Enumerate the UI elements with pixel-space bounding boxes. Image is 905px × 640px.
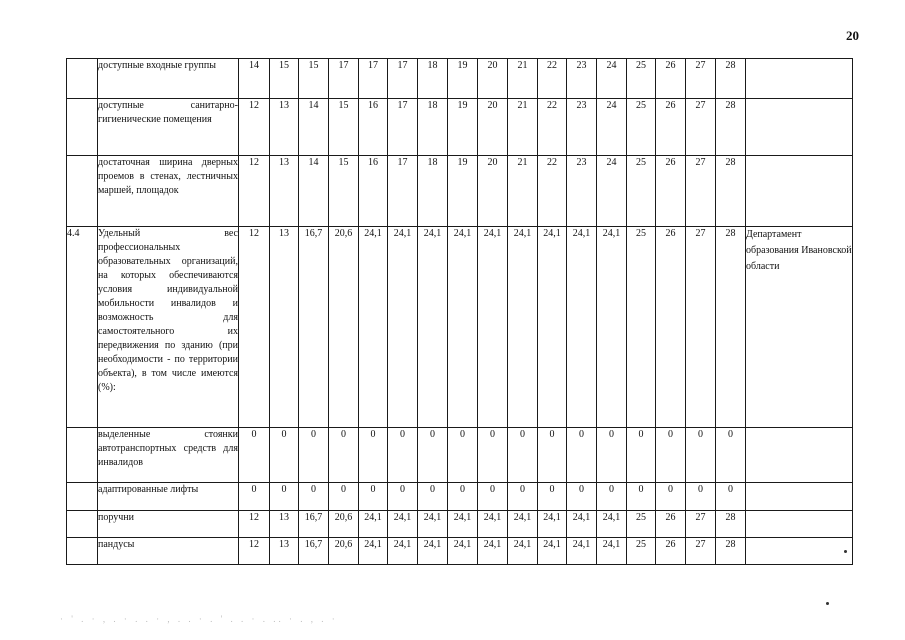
year-value: 15 bbox=[270, 59, 299, 99]
year-value: 28 bbox=[716, 538, 746, 565]
year-value: 14 bbox=[299, 99, 329, 156]
year-value: 12 bbox=[239, 538, 270, 565]
year-value: 24,1 bbox=[418, 538, 448, 565]
year-value: 28 bbox=[716, 227, 746, 428]
indicator-label: Удельный вес профессиональных образовательных организаций, на которых обеспечиваются условия индивидуальной мобильности инвалидов и возможность для самостоятельного их передвижения по зданию (при необходимости - по территории объекта), в том числе имеются (%): bbox=[98, 227, 239, 428]
year-value: 26 bbox=[656, 511, 686, 538]
year-value: 16,7 bbox=[299, 511, 329, 538]
year-value: 0 bbox=[597, 428, 627, 483]
year-value: 21 bbox=[508, 156, 538, 227]
year-value: 27 bbox=[686, 59, 716, 99]
year-value: 0 bbox=[567, 428, 597, 483]
year-value: 18 bbox=[418, 156, 448, 227]
year-value: 22 bbox=[538, 156, 567, 227]
scan-speck bbox=[826, 602, 829, 605]
year-value: 0 bbox=[448, 428, 478, 483]
year-value: 0 bbox=[716, 483, 746, 511]
year-value: 0 bbox=[388, 428, 418, 483]
responsible-executor: Департамент образования Ивановской области bbox=[746, 227, 853, 428]
year-value: 0 bbox=[239, 483, 270, 511]
year-value: 0 bbox=[270, 428, 299, 483]
responsible-executor bbox=[746, 59, 853, 99]
year-value: 0 bbox=[478, 483, 508, 511]
responsible-executor bbox=[746, 99, 853, 156]
scan-speck bbox=[844, 550, 847, 553]
table-row bbox=[67, 483, 853, 511]
row-number: 4.4 bbox=[67, 227, 98, 428]
year-value: 24,1 bbox=[388, 227, 418, 428]
year-value: 28 bbox=[716, 511, 746, 538]
year-value: 24,1 bbox=[478, 511, 508, 538]
year-value: 19 bbox=[448, 156, 478, 227]
indicators-table bbox=[66, 58, 853, 565]
year-value: 24,1 bbox=[418, 511, 448, 538]
year-value: 24,1 bbox=[597, 227, 627, 428]
year-value: 0 bbox=[478, 428, 508, 483]
year-value: 24 bbox=[597, 156, 627, 227]
year-value: 24,1 bbox=[508, 227, 538, 428]
year-value: 18 bbox=[418, 99, 448, 156]
year-value: 27 bbox=[686, 156, 716, 227]
year-value: 24,1 bbox=[478, 227, 508, 428]
year-value: 24,1 bbox=[359, 511, 388, 538]
year-value: 0 bbox=[686, 428, 716, 483]
year-value: 24,1 bbox=[418, 227, 448, 428]
year-value: 24,1 bbox=[567, 227, 597, 428]
year-value: 24,1 bbox=[359, 538, 388, 565]
year-value: 24,1 bbox=[538, 511, 567, 538]
year-value: 26 bbox=[656, 156, 686, 227]
year-value: 12 bbox=[239, 511, 270, 538]
year-value: 17 bbox=[388, 59, 418, 99]
table-row bbox=[67, 59, 853, 99]
year-value: 0 bbox=[418, 428, 448, 483]
year-value: 0 bbox=[299, 428, 329, 483]
year-value: 24 bbox=[597, 59, 627, 99]
indicator-label: пандусы bbox=[98, 538, 239, 565]
year-value: 20,6 bbox=[329, 538, 359, 565]
indicator-label: достаточная ширина дверных проемов в стенах, лестничных маршей, площадок bbox=[98, 156, 239, 227]
responsible-executor bbox=[746, 483, 853, 511]
year-value: 23 bbox=[567, 156, 597, 227]
table-row bbox=[67, 538, 853, 565]
row-number bbox=[67, 428, 98, 483]
table-row bbox=[67, 227, 853, 428]
year-value: 21 bbox=[508, 99, 538, 156]
year-value: 13 bbox=[270, 99, 299, 156]
year-value: 0 bbox=[329, 483, 359, 511]
indicator-label: адаптированные лифты bbox=[98, 483, 239, 511]
year-value: 24,1 bbox=[448, 227, 478, 428]
year-value: 21 bbox=[508, 59, 538, 99]
year-value: 16 bbox=[359, 99, 388, 156]
year-value: 24,1 bbox=[478, 538, 508, 565]
year-value: 17 bbox=[329, 59, 359, 99]
year-value: 0 bbox=[597, 483, 627, 511]
year-value: 24,1 bbox=[567, 511, 597, 538]
year-value: 26 bbox=[656, 59, 686, 99]
year-value: 13 bbox=[270, 538, 299, 565]
year-value: 25 bbox=[627, 156, 656, 227]
year-value: 27 bbox=[686, 227, 716, 428]
year-value: 16,7 bbox=[299, 227, 329, 428]
responsible-executor bbox=[746, 156, 853, 227]
year-value: 0 bbox=[508, 483, 538, 511]
year-value: 24,1 bbox=[448, 538, 478, 565]
table-row bbox=[67, 156, 853, 227]
year-value: 17 bbox=[359, 59, 388, 99]
row-number bbox=[67, 99, 98, 156]
year-value: 0 bbox=[508, 428, 538, 483]
year-value: 0 bbox=[359, 428, 388, 483]
row-number bbox=[67, 483, 98, 511]
year-value: 16,7 bbox=[299, 538, 329, 565]
year-value: 24,1 bbox=[388, 511, 418, 538]
year-value: 22 bbox=[538, 59, 567, 99]
year-value: 0 bbox=[538, 428, 567, 483]
year-value: 27 bbox=[686, 99, 716, 156]
year-value: 19 bbox=[448, 59, 478, 99]
year-value: 0 bbox=[448, 483, 478, 511]
year-value: 27 bbox=[686, 538, 716, 565]
row-number bbox=[67, 156, 98, 227]
year-value: 28 bbox=[716, 156, 746, 227]
year-value: 0 bbox=[388, 483, 418, 511]
year-value: 0 bbox=[239, 428, 270, 483]
year-value: 0 bbox=[656, 483, 686, 511]
year-value: 20,6 bbox=[329, 227, 359, 428]
indicator-label: выделенные стоянки автотранспортных средств для инвалидов bbox=[98, 428, 239, 483]
year-value: 25 bbox=[627, 227, 656, 428]
year-value: 20 bbox=[478, 156, 508, 227]
year-value: 28 bbox=[716, 59, 746, 99]
year-value: 24,1 bbox=[538, 227, 567, 428]
year-value: 19 bbox=[448, 99, 478, 156]
year-value: 20 bbox=[478, 59, 508, 99]
year-value: 26 bbox=[656, 538, 686, 565]
table-row bbox=[67, 511, 853, 538]
year-value: 24,1 bbox=[388, 538, 418, 565]
year-value: 26 bbox=[656, 227, 686, 428]
year-value: 12 bbox=[239, 99, 270, 156]
scan-noise: · ' . · , . · . . · , . . · . ' . . · . .. · . , . · bbox=[60, 614, 338, 624]
year-value: 25 bbox=[627, 538, 656, 565]
year-value: 0 bbox=[716, 428, 746, 483]
year-value: 0 bbox=[686, 483, 716, 511]
indicator-label: доступные входные группы bbox=[98, 59, 239, 99]
year-value: 27 bbox=[686, 511, 716, 538]
year-value: 0 bbox=[299, 483, 329, 511]
year-value: 12 bbox=[239, 227, 270, 428]
year-value: 26 bbox=[656, 99, 686, 156]
year-value: 15 bbox=[329, 156, 359, 227]
year-value: 13 bbox=[270, 156, 299, 227]
row-number bbox=[67, 511, 98, 538]
row-number bbox=[67, 538, 98, 565]
year-value: 0 bbox=[270, 483, 299, 511]
year-value: 17 bbox=[388, 99, 418, 156]
indicator-label: поручни bbox=[98, 511, 239, 538]
row-number bbox=[67, 59, 98, 99]
year-value: 24,1 bbox=[448, 511, 478, 538]
year-value: 14 bbox=[299, 156, 329, 227]
year-value: 20,6 bbox=[329, 511, 359, 538]
year-value: 23 bbox=[567, 99, 597, 156]
year-value: 24,1 bbox=[508, 538, 538, 565]
year-value: 15 bbox=[329, 99, 359, 156]
year-value: 13 bbox=[270, 227, 299, 428]
year-value: 0 bbox=[656, 428, 686, 483]
year-value: 0 bbox=[627, 428, 656, 483]
year-value: 25 bbox=[627, 511, 656, 538]
year-value: 16 bbox=[359, 156, 388, 227]
year-value: 20 bbox=[478, 99, 508, 156]
year-value: 0 bbox=[329, 428, 359, 483]
year-value: 24,1 bbox=[359, 227, 388, 428]
page-number: 20 bbox=[846, 28, 859, 43]
year-value: 24,1 bbox=[597, 511, 627, 538]
responsible-executor bbox=[746, 428, 853, 483]
year-value: 25 bbox=[627, 99, 656, 156]
year-value: 24,1 bbox=[538, 538, 567, 565]
year-value: 24,1 bbox=[508, 511, 538, 538]
year-value: 28 bbox=[716, 99, 746, 156]
year-value: 0 bbox=[359, 483, 388, 511]
year-value: 24 bbox=[597, 99, 627, 156]
indicator-label: доступные санитарно-гигиенические помещения bbox=[98, 99, 239, 156]
responsible-executor bbox=[746, 538, 853, 565]
year-value: 0 bbox=[418, 483, 448, 511]
year-value: 0 bbox=[567, 483, 597, 511]
year-value: 15 bbox=[299, 59, 329, 99]
year-value: 22 bbox=[538, 99, 567, 156]
year-value: 12 bbox=[239, 156, 270, 227]
year-value: 25 bbox=[627, 59, 656, 99]
year-value: 0 bbox=[627, 483, 656, 511]
year-value: 0 bbox=[538, 483, 567, 511]
year-value: 24,1 bbox=[597, 538, 627, 565]
year-value: 23 bbox=[567, 59, 597, 99]
responsible-executor bbox=[746, 511, 853, 538]
year-value: 14 bbox=[239, 59, 270, 99]
table-row bbox=[67, 428, 853, 483]
year-value: 24,1 bbox=[567, 538, 597, 565]
table-row bbox=[67, 99, 853, 156]
year-value: 13 bbox=[270, 511, 299, 538]
year-value: 18 bbox=[418, 59, 448, 99]
year-value: 17 bbox=[388, 156, 418, 227]
